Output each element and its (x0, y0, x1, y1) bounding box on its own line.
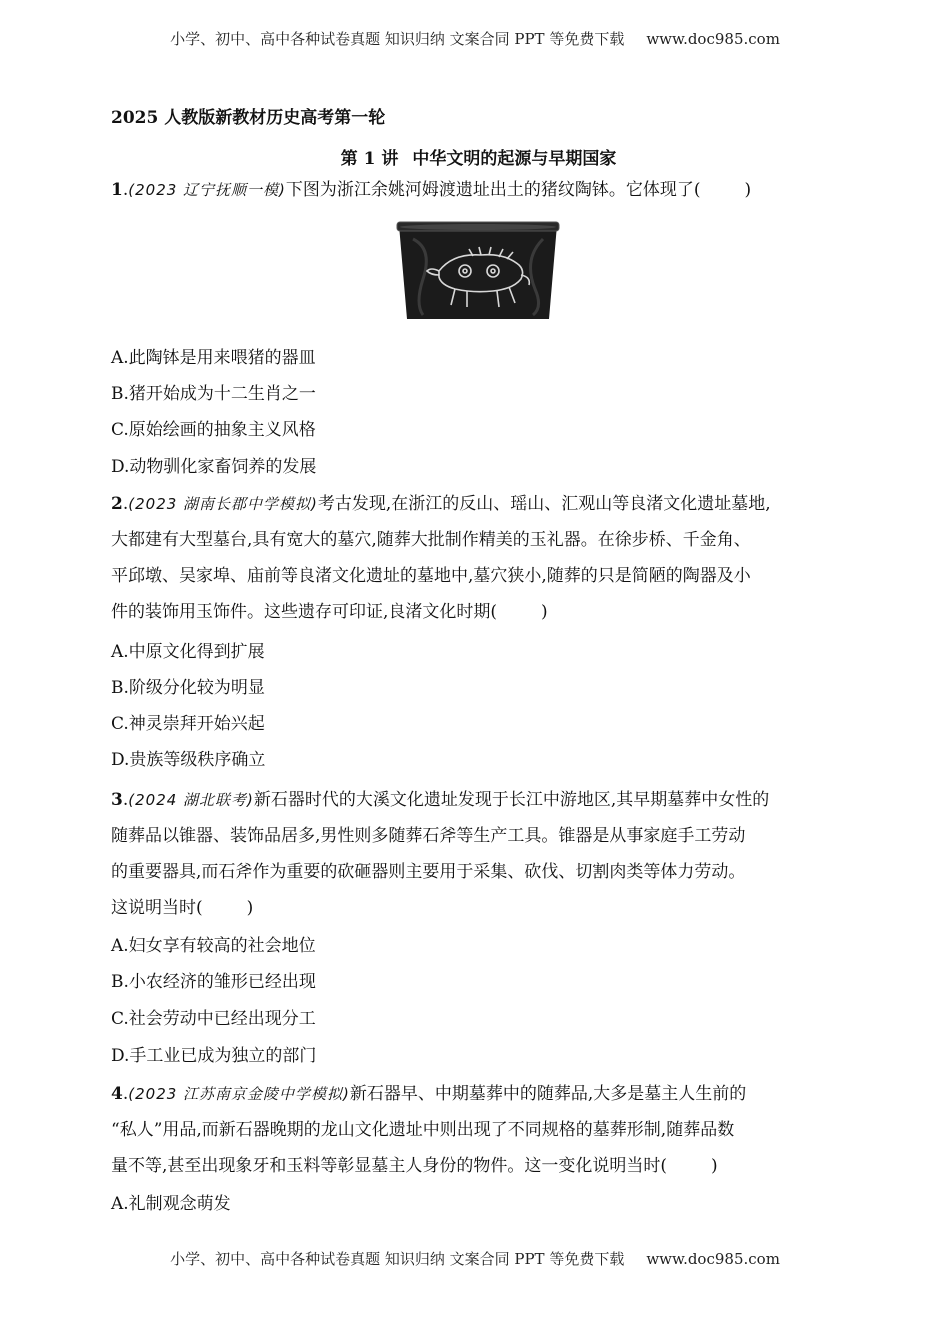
question-line: 大都建有大型墓台,具有宽大的墓穴,随葬大批制作精美的玉礼器。在徐步桥、千金角、 (111, 530, 751, 550)
question-source: (2023 江苏南京金陵中学模拟) (128, 1085, 350, 1103)
question-line: 随葬品以锥器、装饰品居多,男性则多随葬石斧等生产工具。锥器是从事家庭手工劳动 (111, 826, 746, 846)
footer-site[interactable]: www.doc985.com (646, 1250, 780, 1268)
question-line: “私人”用品,而新石器晚期的龙山文化遗址中则出现了不同规格的墓葬形制,随葬品数 (111, 1120, 735, 1140)
question-stem: 下图为浙江余姚河姆渡遗址出土的猪纹陶钵。它体现了( (285, 180, 701, 200)
option-2c[interactable]: C.神灵崇拜开始兴起 (111, 714, 265, 734)
question-line: 这说明当时( (111, 898, 203, 918)
option-1b[interactable]: B.猪开始成为十二生肖之一 (111, 384, 316, 404)
pig-pattern-pottery-bowl-image (393, 219, 563, 327)
question-line: 平邱墩、吴家埠、庙前等良渚文化遗址的墓地中,墓穴狭小,随葬的只是简陋的陶器及小 (111, 566, 751, 586)
question-1: 1.(2023 辽宁抚顺一模)下图为浙江余姚河姆渡遗址出土的猪纹陶钵。它体现了( ) (111, 180, 752, 200)
question-number: 3 (111, 790, 123, 810)
question-line: 的重要器具,而石斧作为重要的砍砸器则主要用于采集、砍伐、切割肉类等体力劳动。 (111, 862, 746, 882)
question-2: 2.(2023 湖南长郡中学模拟)考古发现,在浙江的反山、瑶山、汇观山等良渚文化遗址墓地, 大都建有大型墓台,具有宽大的墓穴,随葬大批制作精美的玉礼器。在徐步桥、千金角、 平邱墩、吴家埠、庙前等良渚文化遗址的墓地中,墓穴狭小,随葬的只是简陋的陶器及小 件的装饰用玉饰件。这些遗存可印证,良渚文化时期( ) (111, 486, 846, 630)
option-1c[interactable]: C.原始绘画的抽象主义风格 (111, 420, 316, 440)
question-4: 4.(2023 江苏南京金陵中学模拟)新石器早、中期墓葬中的随葬品,大多是墓主人生前的 “私人”用品,而新石器晚期的龙山文化遗址中则出现了不同规格的墓葬形制,随葬品数 量不等,甚至出现象牙和玉料等彰显墓主人身份的物件。这一变化说明当时( ) (111, 1076, 846, 1184)
question-line: 量不等,甚至出现象牙和玉料等彰显墓主人身份的物件。这一变化说明当时( (111, 1156, 668, 1176)
question-number: 2 (111, 494, 123, 514)
page-header (0, 28, 950, 49)
question-source: (2024 湖北联考) (128, 791, 254, 809)
option-1a[interactable]: A.此陶钵是用来喂猪的器皿 (111, 348, 316, 368)
question-number: 4 (111, 1084, 123, 1104)
option-3b[interactable]: B.小农经济的雏形已经出现 (111, 972, 316, 992)
option-3c[interactable]: C.社会劳动中已经出现分工 (111, 1009, 316, 1029)
question-line: 新石器时代的大溪文化遗址发现于长江中游地区,其早期墓葬中女性的 (253, 790, 770, 810)
option-4a[interactable]: A.礼制观念萌发 (111, 1194, 231, 1214)
question-source: (2023 湖南长郡中学模拟) (128, 495, 318, 513)
doc-title: 2025 人教版新教材历史高考第一轮 (111, 108, 386, 128)
question-line: 新石器早、中期墓葬中的随葬品,大多是墓主人生前的 (349, 1084, 747, 1104)
header-site[interactable]: www.doc985.com (646, 30, 780, 48)
option-2d[interactable]: D.贵族等级秩序确立 (111, 750, 266, 770)
header-text: 小学、初中、高中各种试卷真题 知识归纳 文案合同 PPT 等免费下载 (170, 30, 625, 48)
option-3a[interactable]: A.妇女享有较高的社会地位 (111, 936, 316, 956)
page-footer (0, 1248, 950, 1269)
option-1d[interactable]: D.动物驯化家畜饲养的发展 (111, 457, 317, 477)
footer-text: 小学、初中、高中各种试卷真题 知识归纳 文案合同 PPT 等免费下载 (170, 1250, 625, 1268)
lesson-number: 第 1 讲 (340, 149, 399, 169)
question-3: 3.(2024 湖北联考)新石器时代的大溪文化遗址发现于长江中游地区,其早期墓葬中女性的 随葬品以锥器、装饰品居多,男性则多随葬石斧等生产工具。锥器是从事家庭手工劳动 的重要器具,而石斧作为重要的砍砸器则主要用于采集、砍伐、切割肉类等体力劳动。 这说明当时( ) (111, 782, 846, 926)
question-source: (2023 辽宁抚顺一模) (128, 181, 286, 199)
option-2b[interactable]: B.阶级分化较为明显 (111, 678, 265, 698)
lesson-title (111, 144, 846, 169)
option-2a[interactable]: A.中原文化得到扩展 (111, 642, 265, 662)
question-line: 考古发现,在浙江的反山、瑶山、汇观山等良渚文化遗址墓地, (317, 494, 771, 514)
option-3d[interactable]: D.手工业已成为独立的部门 (111, 1046, 317, 1066)
question-line: 件的装饰用玉饰件。这些遗存可印证,良渚文化时期( (111, 602, 498, 622)
question-number: 1 (111, 180, 123, 200)
lesson-name: 中华文明的起源与早期国家 (412, 149, 617, 169)
